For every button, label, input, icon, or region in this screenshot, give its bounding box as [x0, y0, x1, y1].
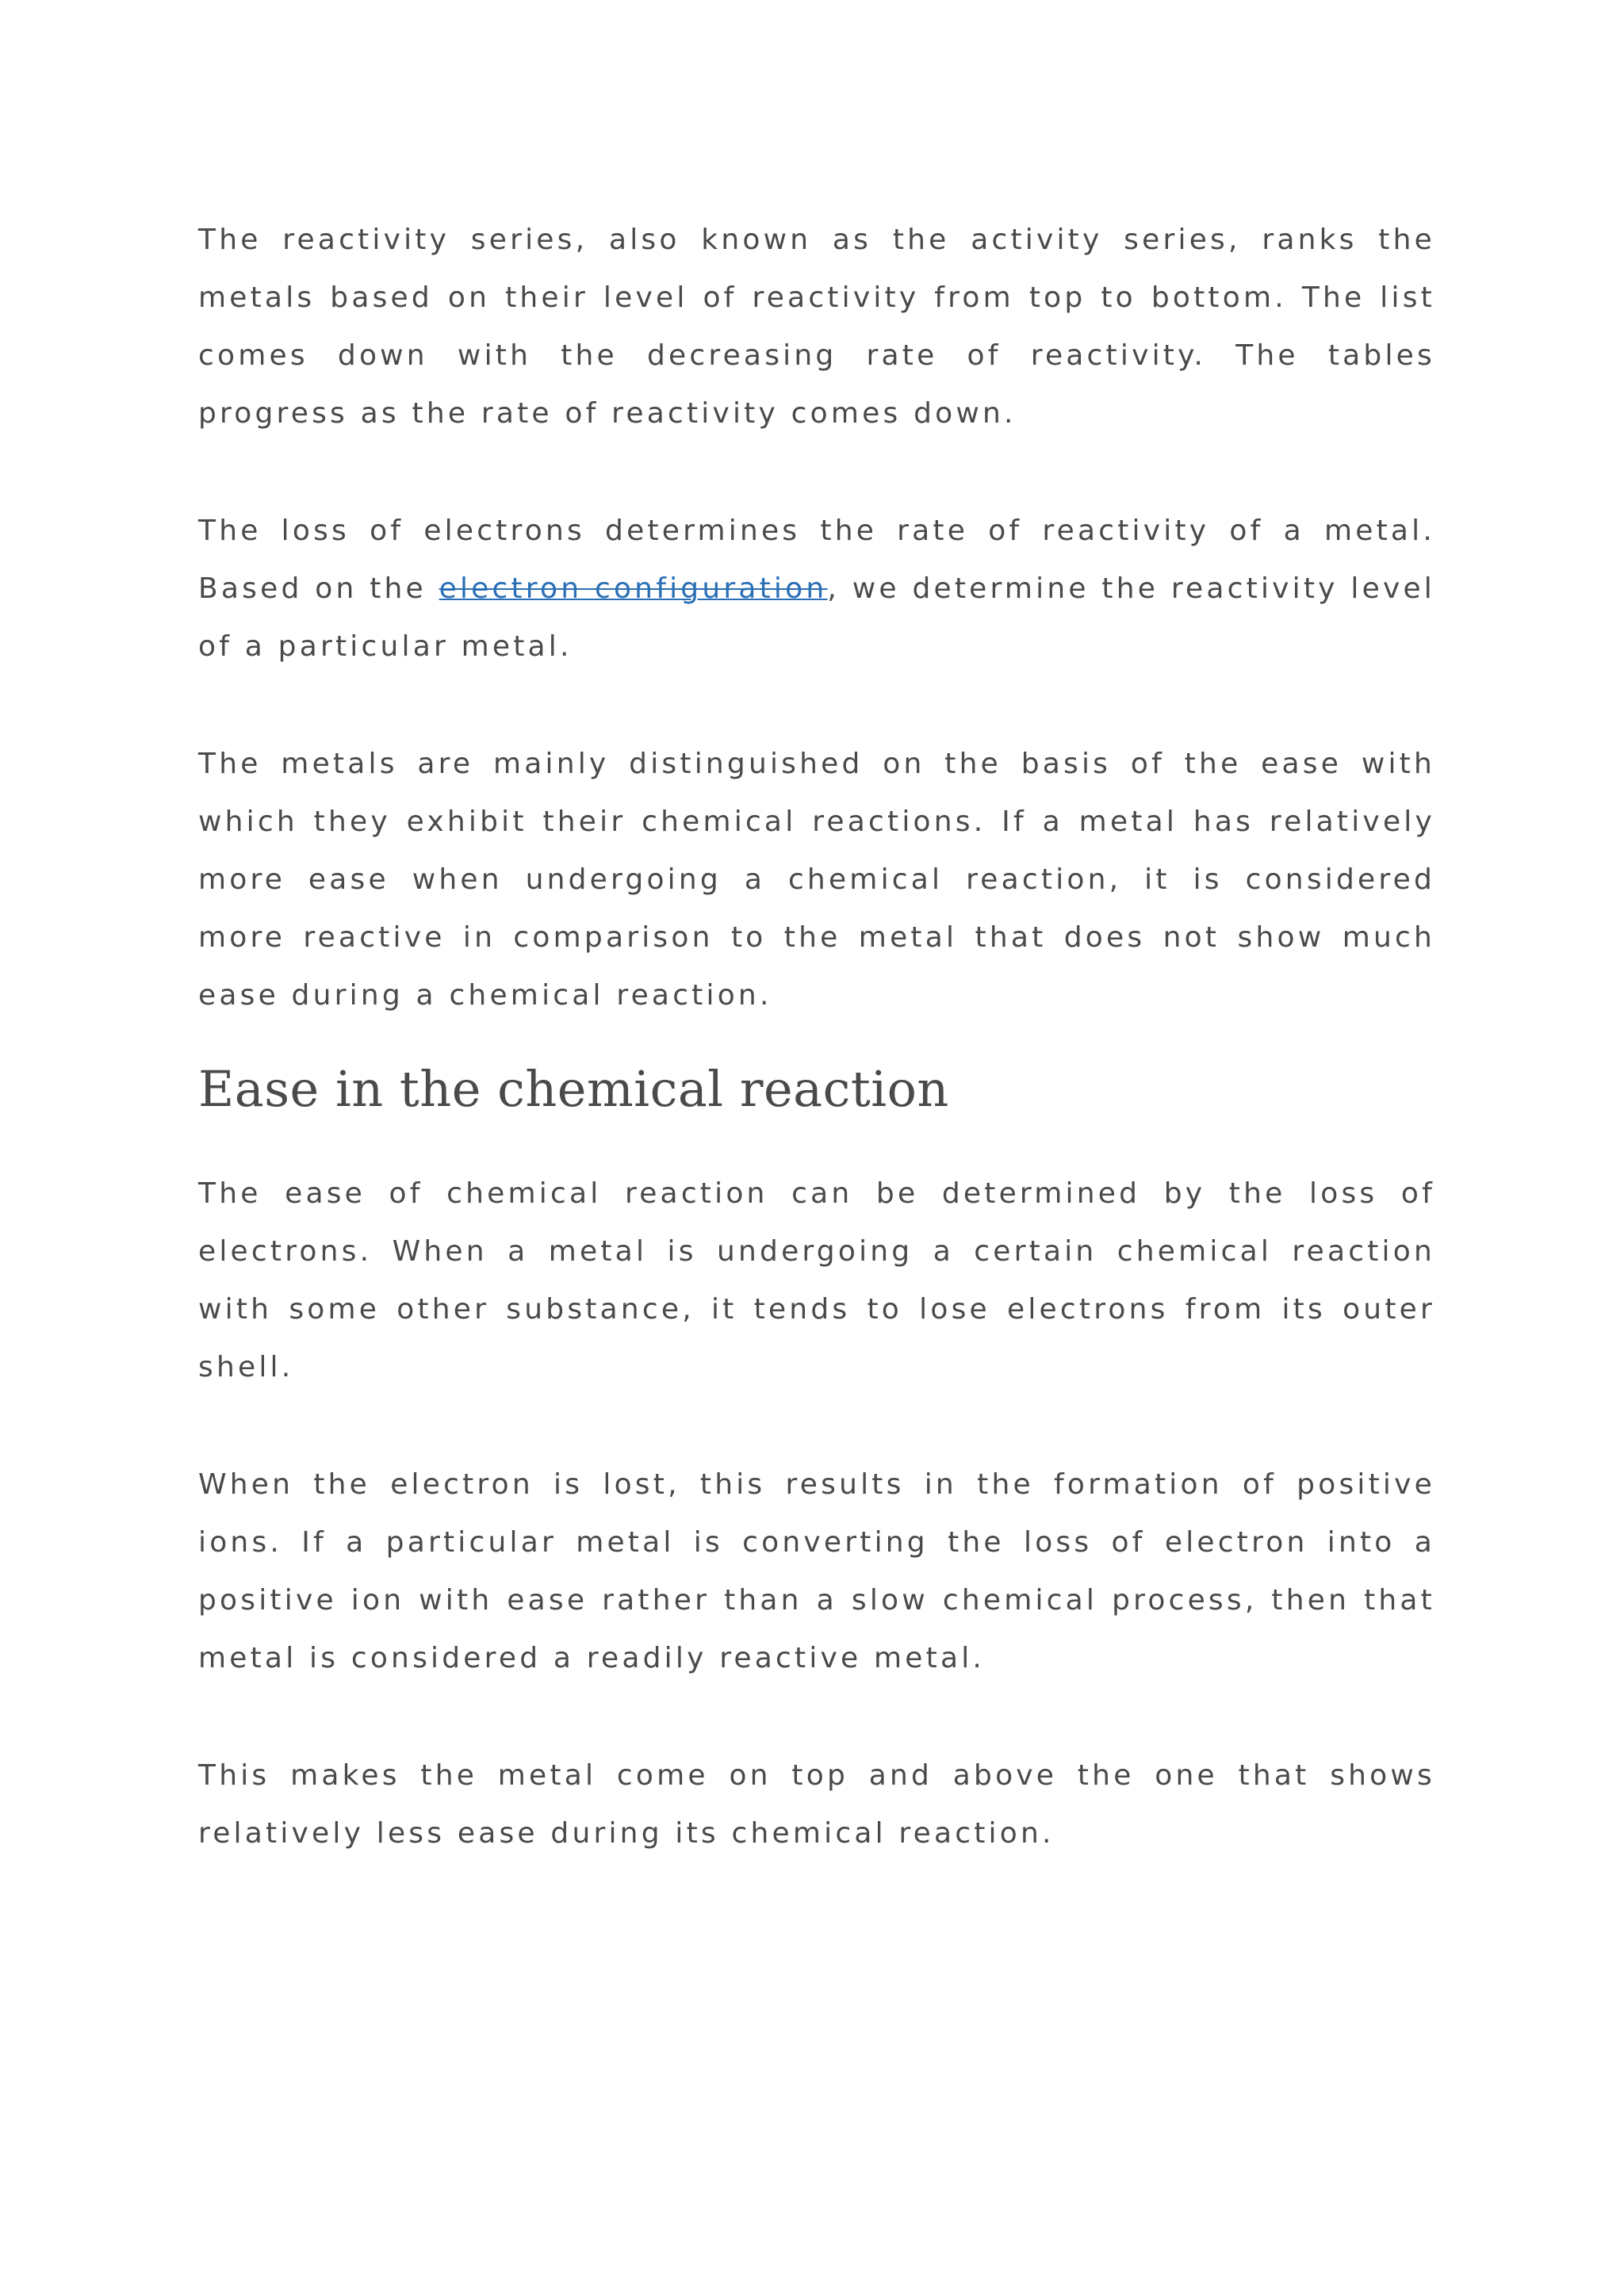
intro-paragraph-2-after: , we determine the reactivity level of a particular metal.: [198, 572, 1435, 663]
section-heading: Ease in the chemical reaction: [198, 1060, 949, 1118]
section-paragraph-2: When the electron is lost, this results in the formation of positive ions. If a particular metal is converting the loss of electron into a positive ion with ease rather than a slow chemical process, then that metal is considered a readily reactive metal.: [198, 1468, 1435, 1674]
intro-paragraph-2: [198, 502, 1435, 675]
intro-paragraph-3: The metals are mainly distinguished on the basis of the ease with which they exhibit their chemical reactions. If a metal has relatively more ease when undergoing a chemical reaction, it is considered more reactive in comparison to the metal that does not show much ease during a chemical reaction.: [198, 748, 1435, 1012]
document-page: [198, 211, 1435, 1922]
intro-paragraph-1: The reactivity series, also known as the activity series, ranks the metals based on their level of reactivity from top to bottom. The list comes down with the decreasing rate of reactivity. The tables progress as the rate of reactivity comes down.: [198, 224, 1435, 430]
section-paragraph-3: This makes the metal come on top and above the one that shows relatively less ease during its chemical reaction.: [198, 1759, 1435, 1850]
electron-configuration-link[interactable]: electron configuration: [439, 572, 828, 605]
intro-paragraph-2-before: The loss of electrons determines the rate of reactivity of a metal. Based on the: [198, 515, 1435, 605]
section-paragraph-1: The ease of chemical reaction can be determined by the loss of electrons. When a metal is undergoing a certain chemical reaction with some other substance, it tends to lose electrons from its outer shell.: [198, 1177, 1435, 1383]
